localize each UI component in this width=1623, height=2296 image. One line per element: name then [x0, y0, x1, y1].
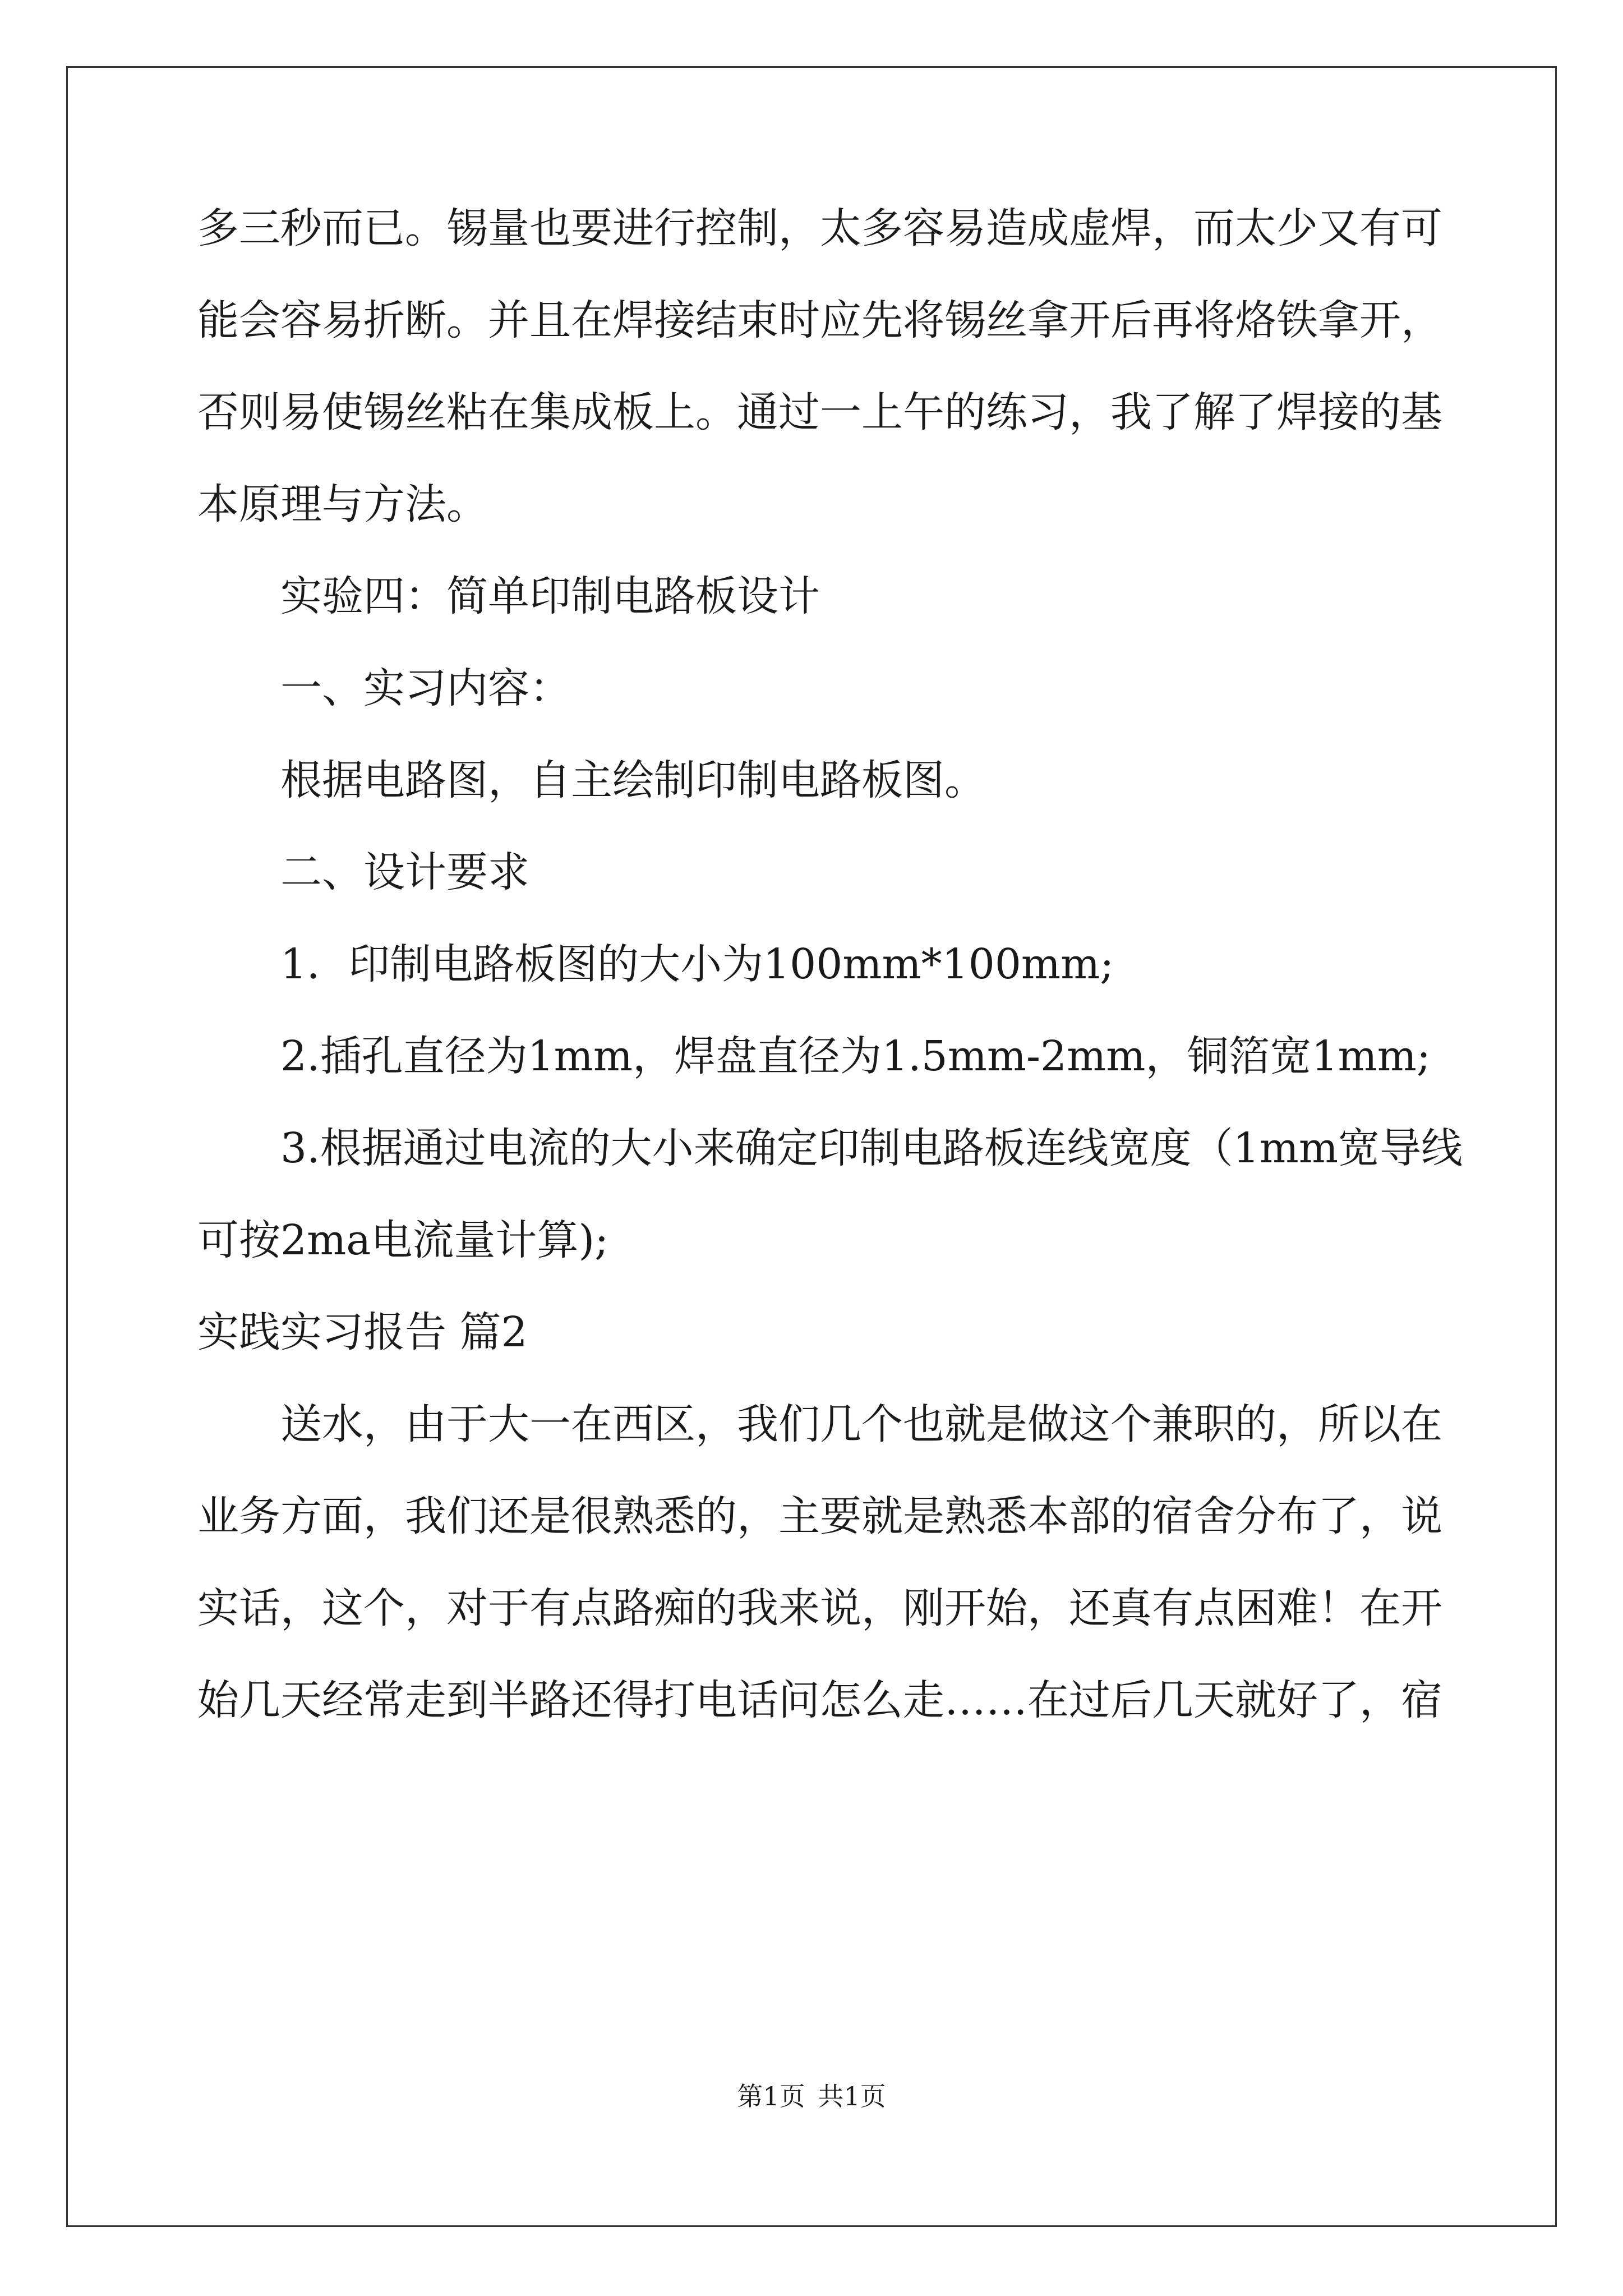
paragraph-line: 始几天经常走到半路还得打电话问怎么走……在过后几天就好了，宿: [197, 1676, 1442, 1724]
paragraph-line: 实话，这个，对于有点路痴的我来说，刚开始，还真有点困难！在开: [197, 1584, 1442, 1632]
page-footer: [0, 2082, 1623, 2110]
list-item-continuation: 可按2ma电流量计算);: [197, 1216, 609, 1264]
list-item: 3.根据通过电流的大小来确定印制电路板连线宽度（1mm宽导线: [280, 1124, 1463, 1172]
page-number: 第1页: [737, 2081, 805, 2111]
paragraph-line: 根据电路图，自主绘制印制电路板图。: [280, 756, 986, 804]
subsection-heading: 一、实习内容：: [280, 664, 571, 712]
report-title: 实践实习报告 篇2: [197, 1308, 528, 1356]
paragraph-line: 能会容易折断。并且在焊接结束时应先将锡丝拿开后再将烙铁拿开，: [197, 296, 1442, 344]
paragraph-line: 送水，由于大一在西区，我们几个也就是做这个兼职的，所以在: [280, 1400, 1442, 1448]
section-heading: 实验四：简单印制电路板设计: [280, 572, 820, 620]
paragraph-line: 业务方面，我们还是很熟悉的，主要就是熟悉本部的宿舍分布了，说: [197, 1492, 1442, 1540]
paragraph-line: 否则易使锡丝粘在集成板上。通过一上午的练习，我了解了焊接的基: [197, 388, 1442, 436]
subsection-heading: 二、设计要求: [280, 848, 529, 896]
paragraph-line: 多三秒而已。锡量也要进行控制，太多容易造成虚焊，而太少又有可: [197, 204, 1442, 252]
paragraph-line: 本原理与方法。: [197, 480, 488, 528]
list-item: 1．印制电路板图的大小为100mm*100mm;: [280, 940, 1114, 988]
list-item: 2.插孔直径为1mm，焊盘直径为1.5mm-2mm，铜箔宽1mm;: [280, 1032, 1431, 1080]
page-total: 共1页: [818, 2081, 886, 2111]
